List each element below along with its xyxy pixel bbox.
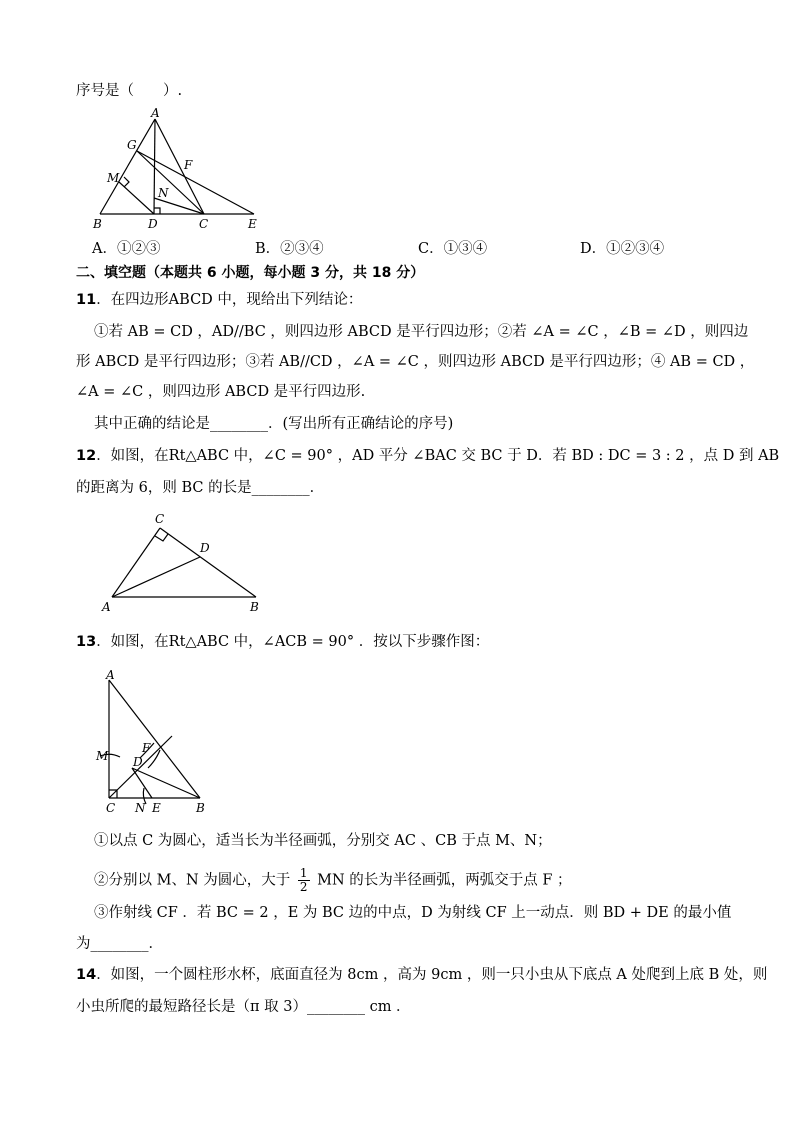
q11-line-3: 形 ABCD 是平行四边形；③若 AB//CD ，∠A = ∠C ，则四边形 ABCD 是平行四边形；④ AB = CD ， <box>76 354 755 370</box>
figure-q13 <box>92 668 222 818</box>
label-B: B <box>196 801 205 815</box>
option-a: A．①②③ <box>92 241 161 257</box>
q12-number: 12 <box>76 448 97 464</box>
q11-line-5: 其中正确的结论是________．(写出所有正确结论的序号) <box>94 416 454 432</box>
fraction-numerator: 1 <box>299 866 308 880</box>
label-D: D <box>148 217 158 231</box>
label-E: E <box>152 801 161 815</box>
q11-stem: ．在四边形ABCD 中，现给出下列结论： <box>96 292 363 308</box>
q12-stem: ．如图，在Rt△ABC 中，∠C = 90° ，AD 平分 ∠BAC 交 BC 于 D．若 BD : DC = 3 : 2 ，点 D 到 AB <box>96 448 780 464</box>
q11-line-4: ∠A = ∠C ，则四边形 ABCD 是平行四边形. <box>76 384 366 400</box>
label-M: M <box>96 749 109 763</box>
label-C: C <box>199 217 209 231</box>
label-M: M <box>107 171 120 185</box>
label-D: D <box>133 755 143 769</box>
q14-number: 14 <box>76 967 97 983</box>
q11-line-2: ①若 AB = CD ，AD//BC ，则四边形 ABCD 是平行四边形；②若 ∠A = ∠C ，∠B = ∠D ，则四边 <box>94 324 749 340</box>
q12-line-2: 的距离为 6，则 BC 的长是________． <box>76 480 325 496</box>
q14-stem: ．如图，一个圆柱形水杯，底面直径为 8cm ，高为 9cm ，则一只小虫从下底点 A 处爬到上底 B 处，则 <box>96 967 768 983</box>
section-heading: 二、填空题（本题共 6 小题，每小题 3 分，共 18 分） <box>76 265 425 281</box>
label-F: F <box>142 741 151 755</box>
label-B: B <box>93 217 102 231</box>
label-A: A <box>106 668 115 682</box>
label-B: B <box>250 600 259 614</box>
option-b: B．②③④ <box>255 241 324 257</box>
q13-step-4: 为________． <box>76 936 163 952</box>
q13-step-2 <box>94 867 572 894</box>
fraction-one-half <box>298 867 310 894</box>
q13-step-3: ③作射线 CF ．若 BC = 2 ，E 为 BC 边的中点，D 为射线 CF 上一动点．则 BD + DE 的最小值 <box>94 905 732 921</box>
label-G: G <box>127 138 137 152</box>
q13-step-1: ①以点 C 为圆心，适当长为半径画弧，分别交 AC 、CB 于点 M、N； <box>94 833 552 849</box>
label-N: N <box>158 186 169 200</box>
q11-line-1 <box>76 291 362 309</box>
q14-line-2: 小虫所爬的最短路径长是（π 取 3）________ cm ． <box>76 999 411 1015</box>
intro-line: 序号是（ ）. <box>76 83 183 99</box>
label-E: E <box>248 217 257 231</box>
q13-line-1 <box>76 633 489 651</box>
q14-line-1 <box>76 966 767 984</box>
label-A: A <box>151 107 160 120</box>
label-C: C <box>106 801 116 815</box>
q11-number: 11 <box>76 292 97 308</box>
q13-stem: ．如图，在Rt△ABC 中，∠ACB = 90° ．按以下步骤作图： <box>96 634 490 650</box>
q12-line-1 <box>76 447 779 465</box>
q13-step-2-text-2: MN 的长为半径画弧，两弧交于点 F ； <box>317 872 572 889</box>
option-d: D．①②③④ <box>580 241 665 257</box>
figure-q10 <box>88 107 268 232</box>
q13-number: 13 <box>76 634 97 650</box>
label-C: C <box>155 512 165 526</box>
label-A: A <box>102 600 111 614</box>
label-F: F <box>184 158 193 172</box>
figure-q12 <box>100 510 280 615</box>
q13-step-2-text: ②分别以 M、N 为圆心，大于 <box>94 872 291 889</box>
fraction-denominator: 2 <box>299 880 308 894</box>
label-D: D <box>200 541 210 555</box>
option-c: C．①③④ <box>418 241 488 257</box>
label-N: N <box>135 801 146 815</box>
